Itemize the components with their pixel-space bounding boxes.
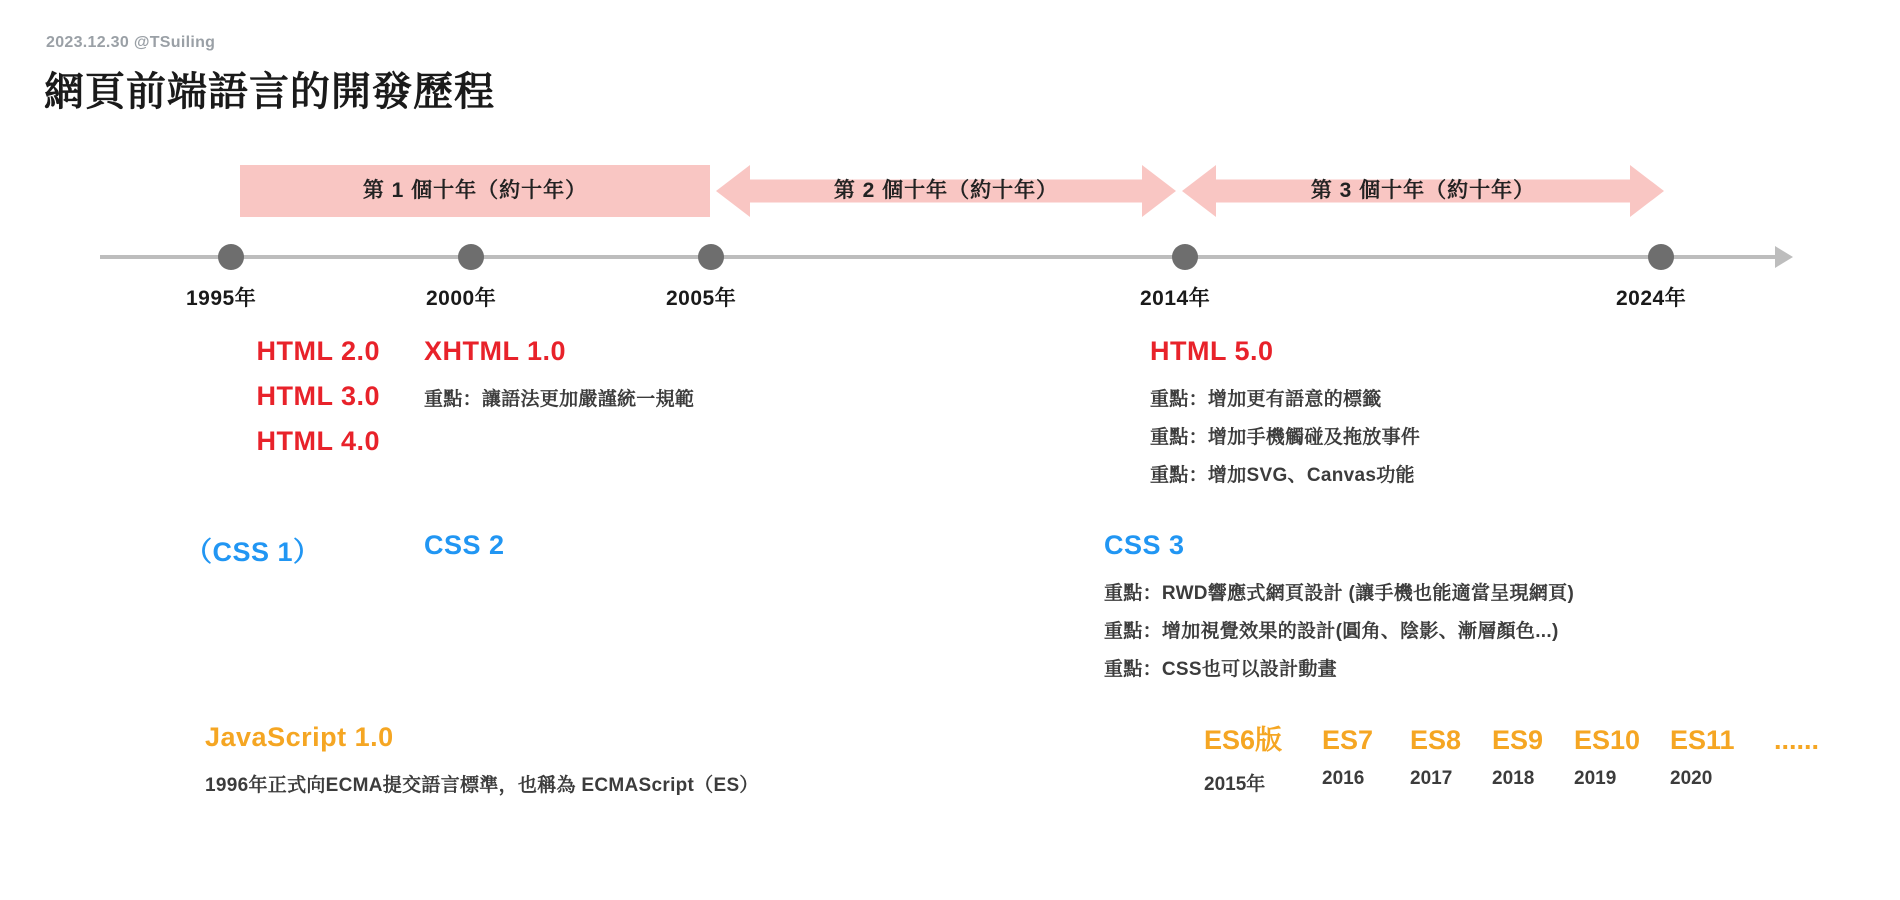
html5-note-1: 重點：增加更有語意的標籤 [1150,389,1382,410]
es-version-row [1204,718,1819,796]
es-version-item [1774,725,1819,768]
es-version-item [1670,725,1774,790]
decade-banner-3 [1182,165,1664,217]
html-version-2: HTML 3.0 [256,381,380,411]
javascript-title: JavaScript 1.0 [205,722,394,752]
timeline-year-2005: 2005年 [666,287,737,310]
timeline-node-2005 [698,244,724,270]
css3-note-2: 重點：增加視覺效果的設計(圓角、陰影、漸層顏色...) [1104,621,1559,642]
timeline-year-1995: 1995年 [186,287,257,310]
es-version-item [1410,725,1492,790]
es-version-item [1492,725,1574,790]
html-version-stack [110,336,380,457]
decade-banner-1 [240,165,710,217]
html5-group [1150,336,1420,495]
css2-title: CSS 2 [424,530,505,560]
es-version-item [1574,725,1670,790]
timeline-node-2014 [1172,244,1198,270]
decade-banner-label-1: 第 1 個十年（約十年） [362,179,588,202]
html-version-3: HTML 4.0 [256,426,380,456]
es-version-label: ES6版 [1204,725,1283,755]
es-version-label: ...... [1774,725,1820,755]
es-version-year: 2016 [1322,768,1365,789]
html5-title: HTML 5.0 [1150,336,1274,366]
meta-line: 2023.12.30 @TSuiling [46,34,216,51]
css3-note-3: 重點：CSS也可以設計動畫 [1104,659,1337,680]
timeline-year-2000: 2000年 [426,287,497,310]
css1-title: （CSS 1） [185,537,321,567]
page-title: 網頁前端語言的開發歷程 [44,70,495,114]
xhtml-title: XHTML 1.0 [424,336,567,366]
es-version-label: ES11 [1670,725,1735,755]
decade-banner-label-2: 第 2 個十年（約十年） [833,179,1059,202]
css3-title: CSS 3 [1104,530,1185,560]
html-version-1: HTML 2.0 [256,336,380,366]
timeline-node-2000 [458,244,484,270]
es-version-year: 2017 [1410,768,1453,789]
es-version-label: ES8 [1410,725,1462,755]
es-version-item [1204,718,1322,796]
es-version-year: 2020 [1670,768,1713,789]
es-version-label: ES7 [1322,725,1374,755]
html5-note-3: 重點：增加SVG、Canvas功能 [1150,465,1415,486]
xhtml-note: 重點：讓語法更加嚴謹統一規範 [424,389,695,410]
css2-group [424,530,505,561]
css3-note-1: 重點：RWD響應式網頁設計 (讓手機也能適當呈現網頁) [1104,583,1575,604]
timeline-node-1995 [218,244,244,270]
xhtml-group [424,336,694,419]
timeline-axis [100,255,1780,259]
javascript-group [205,722,759,805]
timeline-node-2024 [1648,244,1674,270]
css1-group [185,530,321,569]
es-version-year: 2018 [1492,768,1535,789]
es-version-label: ES10 [1574,725,1641,755]
decade-banner-2 [716,165,1176,217]
javascript-note: 1996年正式向ECMA提交語言標準，也稱為 ECMAScript（ES） [205,775,759,796]
timeline-year-2024: 2024年 [1616,287,1687,310]
timeline-year-2014: 2014年 [1140,287,1211,310]
css3-group [1104,530,1574,689]
es-version-item [1322,725,1410,790]
es-version-year: 2019 [1574,768,1617,789]
timeline-arrow-icon [1775,246,1793,268]
html5-note-2: 重點：增加手機觸碰及拖放事件 [1150,427,1421,448]
es-version-label: ES9 [1492,725,1544,755]
decade-banner-label-3: 第 3 個十年（約十年） [1310,179,1536,202]
es-version-year: 2015年 [1204,774,1266,795]
